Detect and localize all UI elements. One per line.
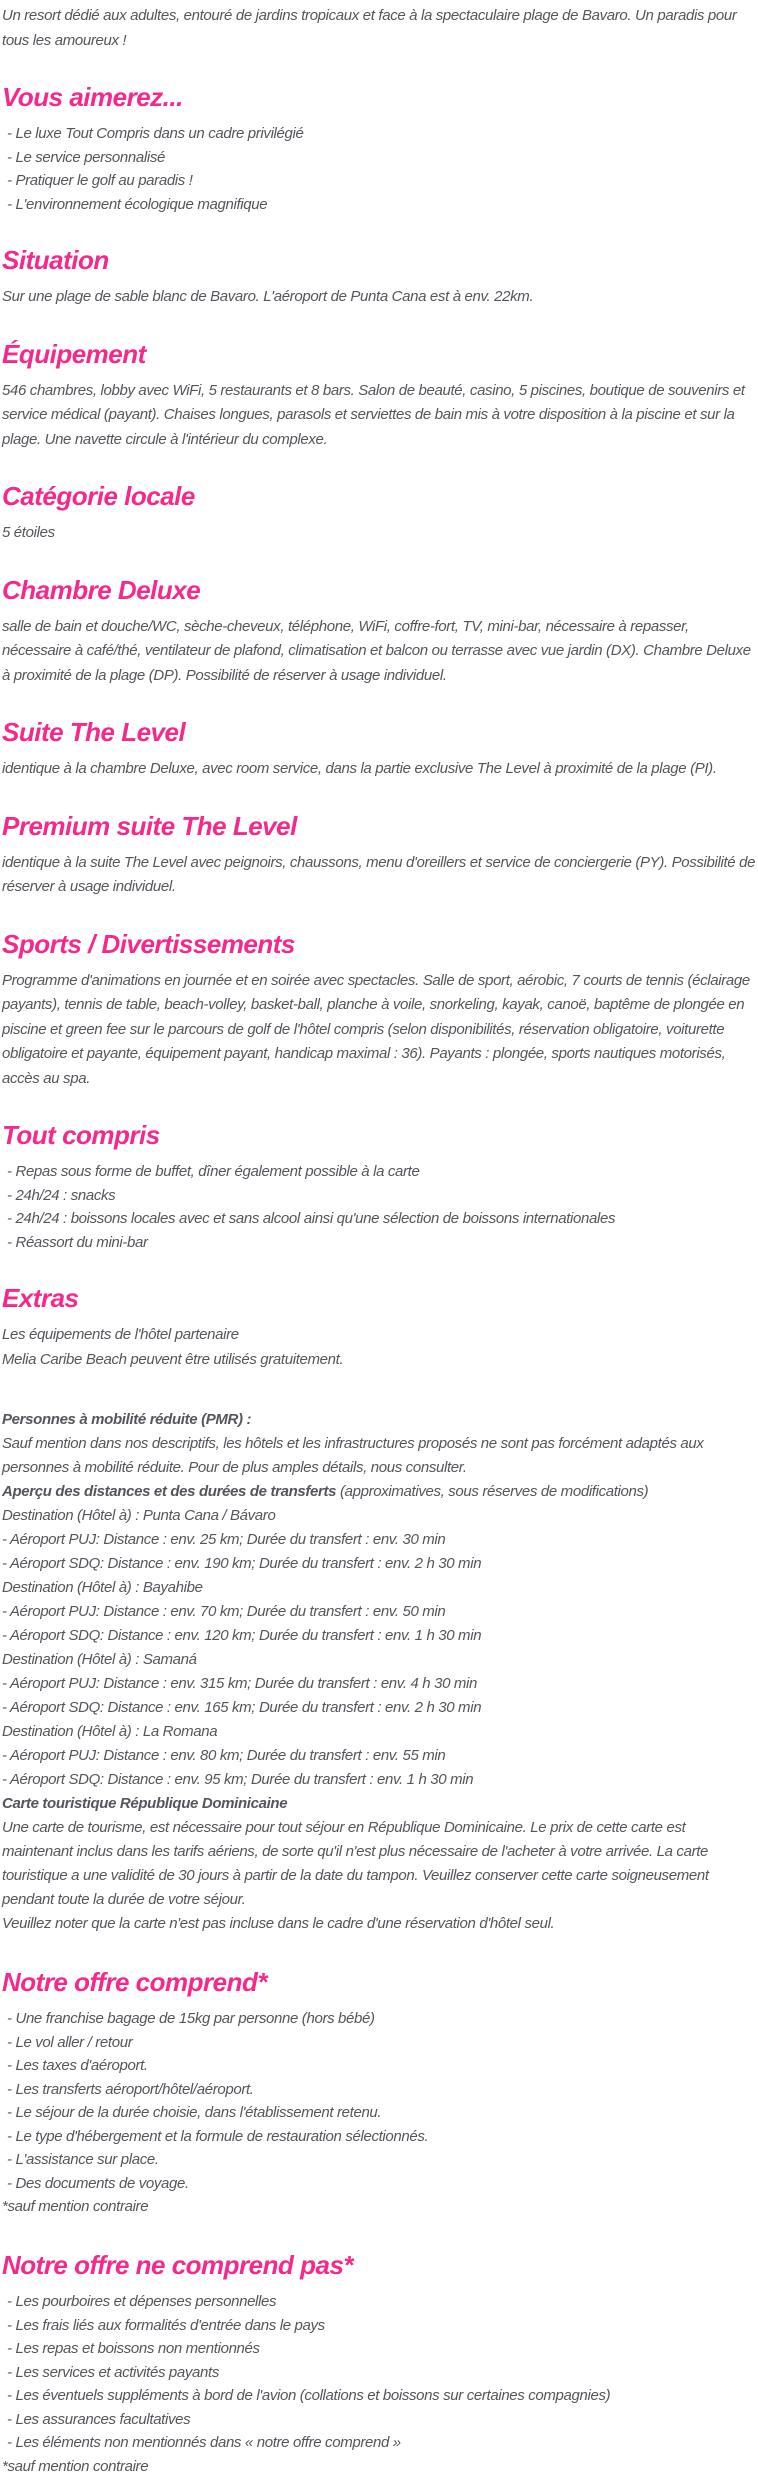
categorie-paragraph: 5 étoiles bbox=[2, 524, 55, 541]
sports-paragraph: Programme d'animations en journée et en soirée avec spectacles. Salle de sport, aérobic, 7 courts de tennis (éclairage payants), tennis de table, beach-volley, basket-ball, planche à voile, snorkeling, kayak, canoë, baptême de plongée en piscine et green fee sur le parcours de golf de l'hôtel compris (selon disponibilités, réservation obligatoire, voiturette obligatoire et payante, équipement payant, handicap maximal : 36). Payants : plongée, sports nautiques motorisés, accès au spa. bbox=[2, 971, 750, 1087]
section-title-premium-suite: Premium suite The Level bbox=[2, 810, 297, 841]
list-item: - Les taxes d'aéroport. bbox=[7, 2057, 148, 2074]
pmr-distance-line: - Aéroport SDQ: Distance : env. 120 km; Durée du transfert : env. 1 h 30 min bbox=[2, 1627, 482, 1644]
pmr-apercu-line bbox=[2, 1480, 756, 1504]
list-item: - Les éléments non mentionnés dans « notre offre comprend » bbox=[7, 2434, 401, 2451]
equipement-paragraph: 546 chambres, lobby avec WiFi, 5 restaurants et 8 bars. Salon de beauté, casino, 5 piscines, boutique de souvenirs et service médical (payant). Chaises longues, parasols et serviettes de bain mis à votre disposition à la piscine et sur la plage. Une navette circule à l'intérieur du complexe. bbox=[2, 381, 745, 448]
offre-ne-comprend-pas-footnote: *sauf mention contraire bbox=[2, 2457, 149, 2475]
pmr-apercu-normal: (approximatives, sous réserves de modifications) bbox=[336, 1483, 649, 1500]
intro-paragraph: Un resort dédié aux adultes, entouré de jardins tropicaux et face à la spectaculaire plage de Bavaro. Un paradis pour tous les amoureux ! bbox=[2, 7, 737, 49]
list-item: - Le type d'hébergement et la formule de restauration sélectionnés. bbox=[7, 2127, 429, 2145]
chambre-deluxe-paragraph: salle de bain et douche/WC, sèche-cheveux, téléphone, WiFi, coffre-fort, TV, mini-bar, nécessaire à repasser, nécessaire à café/thé, ventilateur de plafond, climatisation et balcon ou terrasse avec vue jardin (DX). Chambre Deluxe à proximité de la plage (DP). Possibilité de réserver à usage individuel. bbox=[2, 617, 751, 684]
hotel-description-page bbox=[2, 4, 756, 2479]
suite-the-level-paragraph: identique à la chambre Deluxe, avec room service, dans la partie exclusive The Level à proximité de la plage (PI). bbox=[2, 760, 717, 777]
list-item: - Le vol aller / retour bbox=[7, 2033, 133, 2051]
list-item: - Les éventuels suppléments à bord de l'avion (collations et boissons sur certaines compagnies) bbox=[7, 2387, 611, 2404]
offre-comprend-list bbox=[2, 2007, 756, 2195]
extras-line: Les équipements de l'hôtel partenaire bbox=[2, 1326, 239, 1343]
list-item: - Les repas et boissons non mentionnés bbox=[7, 2340, 260, 2357]
situation-paragraph: Sur une plage de sable blanc de Bavaro. L'aéroport de Punta Cana est à env. 22km. bbox=[2, 288, 534, 305]
pmr-distance-line: Destination (Hôtel à) : Samaná bbox=[2, 1651, 197, 1668]
offre-comprend-footnote: *sauf mention contraire bbox=[2, 2198, 149, 2215]
section-title-chambre-deluxe: Chambre Deluxe bbox=[2, 574, 201, 605]
list-item: - Le luxe Tout Compris dans un cadre privilégié bbox=[7, 125, 304, 142]
list-item: - Repas sous forme de buffet, dîner également possible à la carte bbox=[7, 1163, 420, 1180]
pmr-distance-line: - Aéroport SDQ: Distance : env. 165 km; Durée du transfert : env. 2 h 30 min bbox=[2, 1699, 482, 1716]
vous-aimerez-list bbox=[2, 122, 756, 216]
list-item: - Le service personnalisé bbox=[7, 148, 166, 166]
list-item: - L'environnement écologique magnifique bbox=[7, 195, 268, 213]
pmr-distance-line: - Aéroport PUJ: Distance : env. 315 km; Durée du transfert : env. 4 h 30 min bbox=[2, 1675, 478, 1692]
offre-ne-comprend-pas-list bbox=[2, 2290, 756, 2455]
section-title-offre-comprend: Notre offre comprend* bbox=[2, 1967, 267, 1997]
premium-suite-paragraph: identique à la suite The Level avec peignoirs, chaussons, menu d'oreillers et service de conciergerie (PY). Possibilité de réserver à usage individuel. bbox=[2, 853, 756, 895]
section-title-offre-ne-comprend-pas: Notre offre ne comprend pas* bbox=[2, 2250, 354, 2280]
pmr-distance-line: Destination (Hôtel à) : La Romana bbox=[2, 1723, 218, 1740]
pmr-apercu-bold: Aperçu des distances et des durées de transferts bbox=[2, 1483, 337, 1500]
pmr-intro: Sauf mention dans nos descriptifs, les hôtels et les infrastructures proposés ne sont pas forcément adaptés aux personnes à mobilité réduite. Pour de plus amples détails, nous consulter. bbox=[2, 1435, 704, 1476]
carte-touristique-body: Une carte de tourisme, est nécessaire pour tout séjour en République Dominicaine. Le prix de cette carte est maintenant inclus dans les tarifs aériens, de sorte qu'il n'est plus nécessaire de l'acheter à votre arrivée. La carte touristique a une validité de 30 jours à partir de la date du tampon. Veuillez conserver cette carte soigneusement pendant toute la durée de votre séjour. bbox=[2, 1819, 709, 1908]
list-item: - Une franchise bagage de 15kg par personne (hors bébé) bbox=[7, 2010, 375, 2027]
section-title-categorie-locale: Catégorie locale bbox=[2, 481, 195, 511]
list-item: - 24h/24 : snacks bbox=[7, 1186, 116, 1204]
pmr-distance-line: - Aéroport SDQ: Distance : env. 190 km; Durée du transfert : env. 2 h 30 min bbox=[2, 1555, 482, 1572]
list-item: - Des documents de voyage. bbox=[7, 2174, 189, 2192]
list-item: - Les assurances facultatives bbox=[7, 2410, 191, 2428]
pmr-distance-line: - Aéroport SDQ: Distance : env. 95 km; Durée du transfert : env. 1 h 30 min bbox=[2, 1771, 474, 1788]
list-item: - 24h/24 : boissons locales avec et sans alcool ainsi qu'une sélection de boissons internationales bbox=[7, 1210, 616, 1227]
pmr-distance-line: - Aéroport PUJ: Distance : env. 80 km; Durée du transfert : env. 55 min bbox=[2, 1747, 446, 1764]
pmr-distance-line: - Aéroport PUJ: Distance : env. 70 km; Durée du transfert : env. 50 min bbox=[2, 1603, 446, 1620]
list-item: - Le séjour de la durée choisie, dans l'établissement retenu. bbox=[7, 2104, 382, 2121]
list-item: - Les frais liés aux formalités d'entrée dans le pays bbox=[7, 2316, 325, 2334]
tout-compris-list bbox=[2, 1160, 756, 1254]
pmr-title: Personnes à mobilité réduite (PMR) : bbox=[2, 1411, 252, 1428]
list-item: - Réassort du mini-bar bbox=[7, 1233, 148, 1251]
list-item: - Les services et activités payants bbox=[7, 2363, 220, 2381]
list-item: - Pratiquer le golf au paradis ! bbox=[7, 172, 193, 189]
carte-touristique-title: Carte touristique République Dominicaine bbox=[2, 1795, 288, 1812]
section-title-tout-compris: Tout compris bbox=[2, 1120, 160, 1150]
list-item: - L'assistance sur place. bbox=[7, 2151, 159, 2168]
section-title-equipement: Équipement bbox=[2, 338, 146, 369]
section-title-extras: Extras bbox=[2, 1283, 79, 1313]
pmr-distance-line: Destination (Hôtel à) : Punta Cana / Bávaro bbox=[2, 1507, 276, 1524]
section-title-vous-aimerez: Vous aimerez... bbox=[2, 82, 183, 112]
pmr-distance-line: Destination (Hôtel à) : Bayahibe bbox=[2, 1579, 203, 1596]
carte-touristique-note: Veuillez noter que la carte n'est pas incluse dans le cadre d'une réservation d'hôtel seul. bbox=[2, 1915, 555, 1932]
pmr-distance-line: - Aéroport PUJ: Distance : env. 25 km; Durée du transfert : env. 30 min bbox=[2, 1531, 446, 1548]
list-item: - Les pourboires et dépenses personnelles bbox=[7, 2293, 277, 2310]
section-title-situation: Situation bbox=[2, 245, 109, 275]
list-item: - Les transferts aéroport/hôtel/aéroport. bbox=[7, 2080, 254, 2098]
extras-text bbox=[2, 1323, 756, 1372]
section-title-sports-divertissements: Sports / Divertissements bbox=[2, 928, 295, 959]
extras-line: Melia Caribe Beach peuvent être utilisés gratuitement. bbox=[2, 1350, 344, 1368]
pmr-section bbox=[2, 1408, 756, 1936]
section-title-suite-the-level: Suite The Level bbox=[2, 717, 186, 747]
